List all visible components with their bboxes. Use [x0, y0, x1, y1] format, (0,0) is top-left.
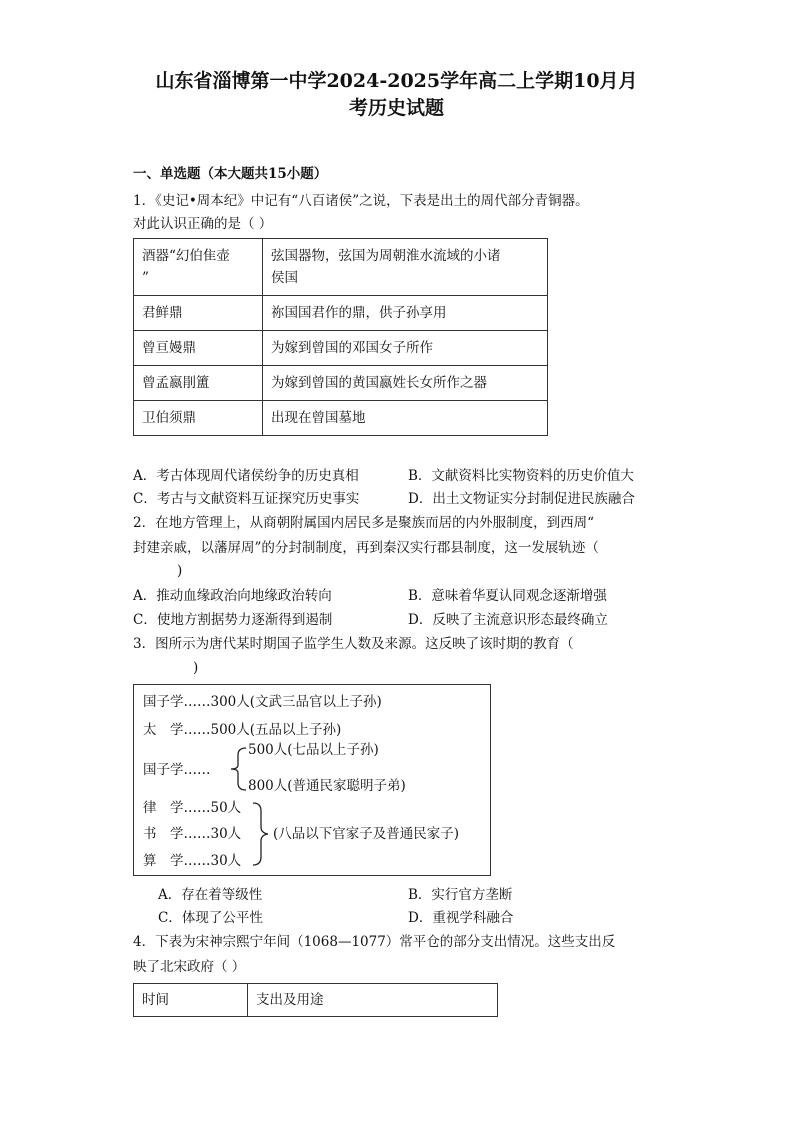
title-line-1: 山东省淄博第一中学2024-2025学年高二上学期10月月	[155, 70, 638, 92]
q1-option-b[interactable]: B．文献资料比实物资料的历史价值大	[408, 468, 634, 484]
q1-option-d[interactable]: D．出土文物证实分封制促进民族融合	[408, 491, 635, 507]
fig-guozixue-800: 800人(普通民家聪明子弟)	[248, 778, 406, 794]
exam-title	[60, 68, 733, 122]
table-row	[134, 239, 548, 296]
fig-guozixue-label: 国子学……	[143, 762, 211, 778]
q1-stem-line-2: 对此认识正确的是（ ）	[133, 216, 273, 232]
fig-suanxue-30: 算 学……30人	[143, 853, 242, 869]
q2-stem-line-2: 封建亲戚，以藩屏周”的分封制制度，再到秦汉实行郡县制度，这一发展轨迹（	[133, 540, 599, 556]
fig-taixue-500: 太 学……500人(五品以上子孙)	[143, 722, 342, 738]
table-cell: 曾亘嫚鼎	[134, 331, 263, 366]
q1-option-c[interactable]: C．考古与文献资料互证探究历史事实	[133, 491, 360, 507]
table-cell: 君鲜鼎	[134, 296, 263, 331]
table-row	[134, 296, 548, 331]
section-heading: 一、单选题（本大题共15小题）	[133, 166, 328, 182]
q2-option-b[interactable]: B．意味着华夏认同观念逐渐增强	[408, 588, 607, 604]
q2-option-c[interactable]: C．使地方割据势力逐渐得到遏制	[133, 612, 333, 628]
table-row	[134, 331, 548, 366]
q2-stem-line-1: 2．在地方管理上，从商朝附属国内居民多是聚族而居的内外服制度，到西周“	[133, 515, 594, 531]
cell-text: 酒器“幻伯隹壶	[142, 248, 230, 264]
cell-text: 弦国器物，弦国为周朝淮水流域的小诸	[271, 248, 501, 264]
table-cell: 为嫁到曾国的黄国嬴姓长女所作之器	[263, 366, 548, 401]
fig-group-note: (八品以下官家子及普通民家子)	[273, 826, 460, 842]
q2-option-a[interactable]: A．推动血缘政治向地缘政治转向	[133, 588, 332, 604]
q4-expenditure-table	[133, 983, 498, 1017]
q3-stem-line-2: )	[193, 660, 199, 676]
table-cell: 为嫁到曾国的邓国女子所作	[263, 331, 548, 366]
fig-right-brace-icon	[251, 799, 273, 869]
q3-option-c[interactable]: C．体现了公平性	[158, 910, 263, 926]
q4-stem-line-2: 映了北宋政府（ ）	[133, 959, 246, 975]
q2-option-d[interactable]: D．反映了主流意识形态最终确立	[408, 612, 608, 628]
q3-option-d[interactable]: D．重视学科融合	[408, 910, 514, 926]
table-row	[134, 366, 548, 401]
table-cell	[263, 239, 548, 296]
q3-option-b[interactable]: B．实行官方垄断	[408, 887, 513, 903]
fig-lvxue-50: 律 学……50人	[143, 800, 242, 816]
table-header-row	[134, 984, 498, 1017]
cell-text: ”	[142, 270, 149, 286]
q3-stem-line-1: 3．图所示为唐代某时期国子监学生人数及来源。这反映了该时期的教育（	[133, 636, 574, 652]
fig-guozixue-500: 500人(七品以上子孙)	[248, 742, 379, 758]
table-cell: 卫伯须鼎	[134, 401, 263, 436]
table-cell: 祢国国君作的鼎，供子孙享用	[263, 296, 548, 331]
q1-stem-line-1: 1．《史记•周本纪》中记有“八百诸侯”之说，下表是出土的周代部分青铜器。	[133, 193, 589, 209]
title-line-2: 考历史试题	[348, 97, 444, 119]
fig-left-brace-icon	[226, 745, 248, 793]
q1-option-a[interactable]: A．考古体现周代诸侯纷争的历史真相	[133, 468, 359, 484]
q1-bronze-table	[133, 238, 548, 436]
col-time: 时间	[134, 984, 248, 1017]
q4-stem-line-1: 4．下表为宋神宗熙宁年间（1068—1077）常平仓的部分支出情况。这些支出反	[133, 934, 616, 950]
q2-stem-line-3: )	[177, 563, 183, 579]
cell-text: 侯国	[271, 270, 298, 286]
table-cell: 曾孟嬴剈簠	[134, 366, 263, 401]
q3-enrollment-figure	[133, 684, 491, 876]
table-cell	[134, 239, 263, 296]
table-row	[134, 401, 548, 436]
table-cell: 出现在曾国墓地	[263, 401, 548, 436]
q3-option-a[interactable]: A．存在着等级性	[158, 887, 263, 903]
col-expenditure: 支出及用途	[248, 984, 498, 1017]
fig-shuxue-30: 书 学……30人	[143, 826, 242, 842]
fig-guozixue-300: 国子学……300人(文武三品官以上子孙)	[143, 694, 382, 710]
